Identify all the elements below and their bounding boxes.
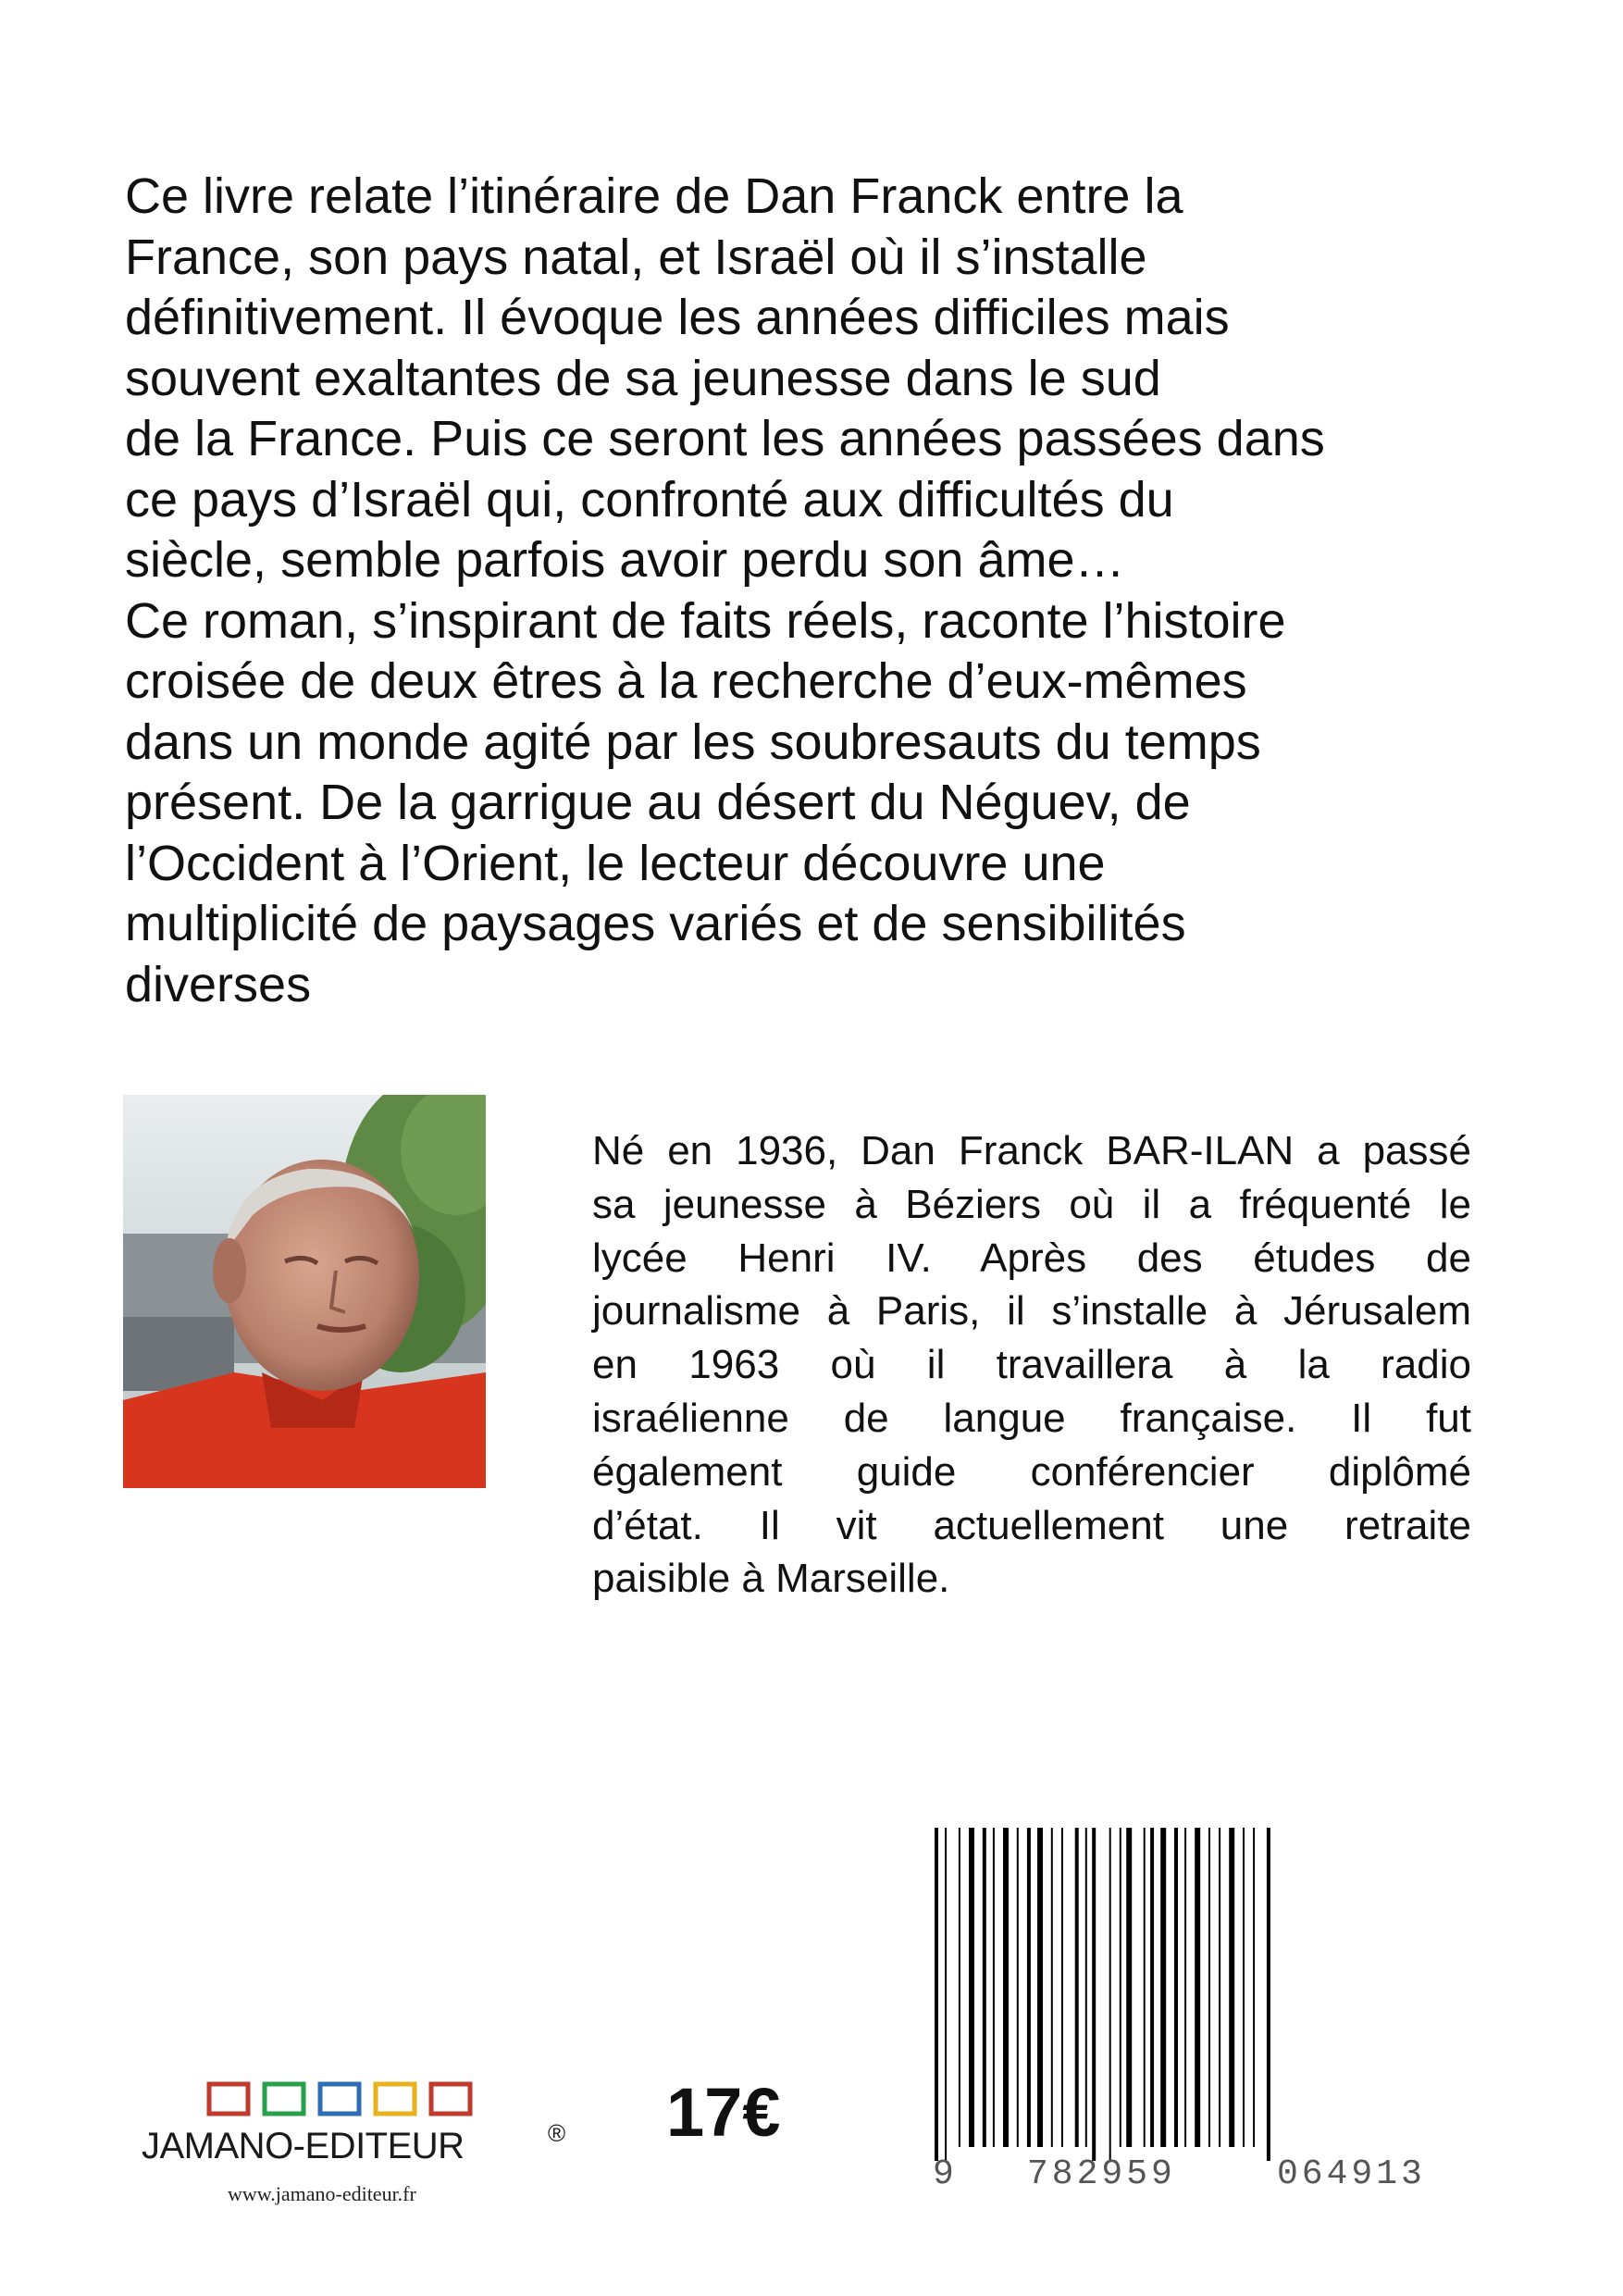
barcode-bar	[1003, 1828, 1009, 2147]
barcode-bar	[935, 1828, 938, 2161]
barcode-bar	[1229, 1828, 1234, 2147]
barcode-bar	[1208, 1828, 1210, 2147]
barcode-bar	[1126, 1828, 1132, 2147]
barcode-bar	[1144, 1828, 1146, 2147]
isbn-barcode	[925, 1828, 1518, 2170]
bio-line: également guide conférencier diplômé	[592, 1448, 1471, 1495]
summary-line: multiplicité de paysages variés et de sensibilités	[125, 896, 1186, 951]
logo-square-red-2	[431, 2084, 470, 2114]
barcode-bar	[1160, 1828, 1166, 2147]
barcode-bar	[1267, 1828, 1270, 2161]
bio-line: en 1963 où il travaillera à la radio	[592, 1342, 1471, 1388]
barcode-bar	[1051, 1828, 1053, 2147]
registered-mark: ®	[548, 2119, 566, 2147]
back-cover-summary	[125, 167, 1513, 1015]
summary-line: souvent exaltantes de sa jeunesse dans le sud	[125, 350, 1161, 406]
barcode-bar	[1150, 1828, 1154, 2147]
barcode-bar	[1184, 1828, 1186, 2147]
summary-line: l’Occident à l’Orient, le lecteur découvre une	[125, 835, 1106, 891]
summary-line: ce pays d’Israël qui, confronté aux difficultés du	[125, 471, 1174, 527]
summary-line: définitivement. Il évoque les années difficiles mais	[125, 290, 1230, 345]
bio-line: journalisme à Paris, il s’installe à Jérusalem	[592, 1288, 1471, 1334]
barcode-bar	[1017, 1828, 1019, 2147]
summary-line: de la France. Puis ce seront les années passées dans	[125, 411, 1325, 466]
logo-square-yellow	[376, 2084, 415, 2114]
bio-line: paisible à Marseille.	[592, 1556, 950, 1602]
barcode-bar	[1120, 1828, 1121, 2147]
barcode-bar	[945, 1828, 947, 2161]
barcode-bar	[1061, 1828, 1063, 2147]
author-biography	[592, 1124, 1471, 1606]
publisher-website: www.jamano-editeur.fr	[228, 2182, 416, 2205]
barcode-bar	[1219, 1828, 1220, 2147]
publisher-name: JAMANO-EDITEUR	[142, 2126, 465, 2166]
summary-line: présent. De la garrigue au désert du Néguev, de	[125, 775, 1191, 830]
barcode-bar	[1075, 1828, 1079, 2147]
barcode-bar	[1243, 1828, 1245, 2147]
publisher-logo-icon	[205, 2079, 483, 2119]
barcode-right-digits: 064913	[1277, 2154, 1426, 2194]
logo-square-blue	[320, 2084, 359, 2114]
barcode-first-digit: 9	[933, 2154, 958, 2194]
barcode-bar	[993, 1828, 995, 2147]
barcode-bar	[959, 1828, 960, 2147]
barcode-bar	[1092, 1828, 1096, 2161]
logo-square-red	[209, 2084, 248, 2114]
barcode-bar	[1253, 1828, 1255, 2147]
logo-square-green	[265, 2084, 304, 2114]
barcode-left-digits: 782959	[1027, 2154, 1176, 2194]
barcode-bar	[1085, 1828, 1087, 2147]
barcode-bar	[1027, 1828, 1031, 2147]
summary-line: dans un monde agité par les soubresauts du temps	[125, 714, 1261, 770]
summary-line: diverses	[125, 956, 312, 1012]
bio-line: d’état. Il vit actuellement une retraite	[592, 1502, 1471, 1548]
price-label: 17€	[666, 2074, 781, 2151]
bio-line: israélienne de langue française. Il fut	[592, 1395, 1471, 1441]
bio-line: Né en 1936, Dan Franck BAR-ILAN a passé	[592, 1128, 1471, 1173]
summary-line: croisée de deux êtres à la recherche d’eux-mêmes	[125, 653, 1247, 709]
summary-line: siècle, semble parfois avoir perdu son âme…	[125, 532, 1125, 588]
bio-line: sa jeunesse à Béziers où il a fréquenté le	[592, 1181, 1471, 1227]
author-photo	[123, 1095, 486, 1488]
summary-line: France, son pays natal, et Israël où il s’installe	[125, 229, 1147, 285]
summary-line: Ce livre relate l’itinéraire de Dan Franck entre la	[125, 168, 1183, 224]
bio-line: lycée Henri IV. Après des études de	[592, 1235, 1471, 1281]
barcode-bar	[1195, 1828, 1200, 2147]
author-portrait-image	[123, 1095, 486, 1488]
summary-line: Ce roman, s’inspirant de faits réels, raconte l’histoire	[125, 592, 1286, 649]
barcode-bar	[1037, 1828, 1043, 2147]
barcode-bar	[1174, 1828, 1178, 2147]
barcode-bar	[983, 1828, 986, 2147]
barcode-bar	[969, 1828, 974, 2147]
barcode-bar	[1109, 1828, 1111, 2161]
